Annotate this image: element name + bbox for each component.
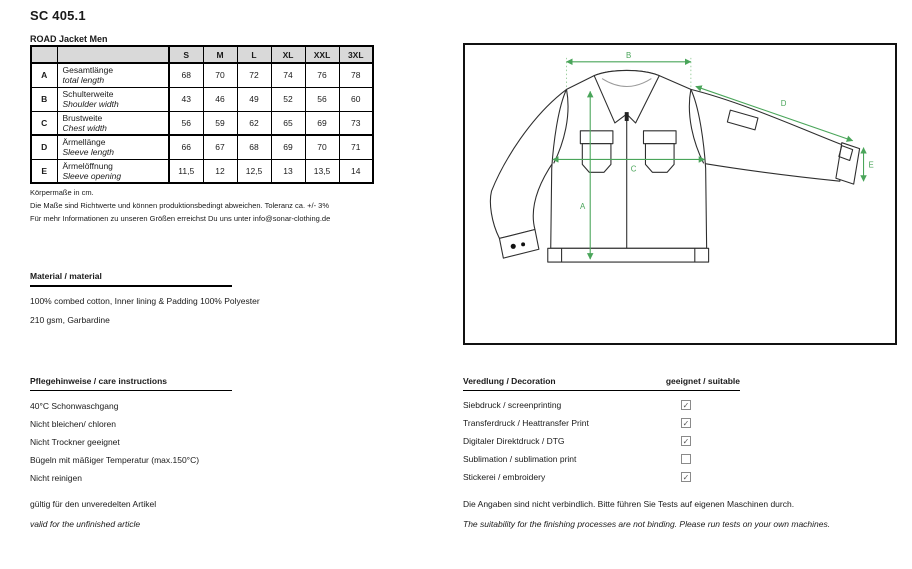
row-label	[57, 159, 169, 183]
size-value: 70	[203, 63, 237, 87]
size-value: 52	[271, 87, 305, 111]
care-heading: Pflegehinweise / care instructions	[30, 376, 232, 391]
row-label-en: total length	[62, 75, 105, 86]
measurement-notes	[30, 186, 450, 225]
suitable-heading: geeignet / suitable	[665, 376, 740, 386]
decoration-row	[463, 447, 740, 465]
row-label-en: Sleeve opening	[62, 170, 122, 181]
size-value: 13,5	[305, 159, 339, 183]
decoration-header	[463, 376, 740, 391]
size-value: 59	[203, 111, 237, 135]
row-letter: C	[31, 111, 57, 135]
material-section	[30, 271, 450, 325]
size-value: 68	[169, 63, 203, 87]
row-label-de: Brustweite	[62, 112, 103, 123]
checkbox-checked-icon: ✓	[682, 401, 690, 410]
table-row	[31, 111, 373, 135]
jacket-drawing-svg	[465, 45, 895, 343]
row-letter: D	[31, 135, 57, 159]
size-column-header: L	[237, 46, 271, 63]
row-label-de: Schulterweite	[62, 89, 114, 99]
checkbox-checked-icon: ✓	[682, 437, 690, 446]
validity-note	[30, 499, 156, 529]
row-letter: E	[31, 159, 57, 183]
checkbox-unchecked-icon	[681, 454, 691, 464]
material-heading: Material / material	[30, 271, 232, 287]
size-value: 14	[339, 159, 373, 183]
size-value: 69	[271, 135, 305, 159]
decoration-label: Transferdruck / Heattransfer Print	[463, 418, 589, 428]
size-value: 66	[169, 135, 203, 159]
row-label	[57, 135, 169, 159]
jacket-right-sleeve	[691, 89, 842, 181]
care-instruction: Bügeln mit mäßiger Temperatur (max.150°C)	[30, 455, 200, 465]
size-table	[30, 45, 374, 184]
row-label	[57, 63, 169, 87]
size-value: 56	[169, 111, 203, 135]
decoration-list	[463, 393, 740, 483]
row-label-de: Ärmellänge	[62, 137, 106, 148]
jacket-diagram	[463, 43, 897, 345]
table-row	[31, 159, 373, 183]
size-column-header: S	[169, 46, 203, 63]
note-line: Die Maße sind Richtwerte und können produktionsbedingt abweichen. Toleranz ca. +/- 3%	[30, 201, 329, 210]
care-instruction: Nicht Trockner geeignet	[30, 437, 120, 447]
cuff-button	[521, 242, 525, 246]
row-label-de: Gesamtlänge	[62, 65, 114, 76]
decoration-label: Siebdruck / screenprinting	[463, 400, 562, 410]
size-value: 11,5	[169, 159, 203, 183]
note-line: Für mehr Informationen zu unseren Größen erreichst Du uns unter info@sonar-clothing.de	[30, 214, 331, 223]
size-value: 65	[271, 111, 305, 135]
size-value: 56	[305, 87, 339, 111]
disclaimer-de: Die Angaben sind nicht verbindlich. Bitte führen Sie Tests auf eigenen Maschinen durch.	[463, 499, 795, 509]
size-column-header: M	[203, 46, 237, 63]
disclaimer-en: The suitability for the finishing processes are not binding. Please run tests on your own machines.	[463, 519, 831, 529]
size-column-header: XL	[271, 46, 305, 63]
size-value: 68	[237, 135, 271, 159]
disclaimer	[463, 499, 903, 529]
decoration-row	[463, 465, 740, 483]
left-pocket-flap	[580, 131, 613, 144]
decoration-row	[463, 411, 740, 429]
care-section	[30, 376, 450, 483]
size-table-body	[31, 63, 373, 183]
cuff-button	[511, 244, 516, 249]
checkbox-checked-icon: ✓	[682, 419, 690, 428]
size-value: 78	[339, 63, 373, 87]
dim-a-label: A	[580, 201, 586, 211]
care-instruction: 40°C Schonwaschgang	[30, 401, 119, 411]
decoration-row	[463, 393, 740, 411]
size-column-header: XXL	[305, 46, 339, 63]
table-row	[31, 63, 373, 87]
article-number: SC 405.1	[30, 8, 86, 23]
right-pocket-flap	[643, 131, 676, 144]
zipper-pull	[625, 112, 629, 121]
decoration-row	[463, 429, 740, 447]
decoration-section	[463, 376, 740, 483]
care-list	[30, 393, 450, 483]
row-label	[57, 111, 169, 135]
left-pocket	[582, 144, 611, 173]
material-line: 210 gsm, Garbardine	[30, 315, 110, 325]
size-table-head	[31, 46, 373, 63]
dim-c-label: C	[630, 164, 637, 174]
hem-band	[548, 248, 709, 262]
row-letter: B	[31, 87, 57, 111]
row-label-en: Chest width	[62, 122, 107, 133]
size-table-header-row	[31, 46, 373, 63]
size-value: 62	[237, 111, 271, 135]
row-label	[57, 87, 169, 111]
size-value: 71	[339, 135, 373, 159]
table-row	[31, 87, 373, 111]
row-letter: A	[31, 63, 57, 87]
size-value: 49	[237, 87, 271, 111]
material-line: 100% combed cotton, Inner lining & Padding 100% Polyester	[30, 296, 260, 306]
size-value: 76	[305, 63, 339, 87]
dim-b-label: B	[626, 50, 632, 60]
row-label-en: Shoulder width	[62, 99, 119, 109]
size-value: 46	[203, 87, 237, 111]
size-value: 13	[271, 159, 305, 183]
note-line: Körpermaße in cm.	[30, 188, 94, 197]
size-value: 69	[305, 111, 339, 135]
care-instruction: Nicht bleichen/ chloren	[30, 419, 116, 429]
right-pocket	[645, 144, 674, 173]
care-instruction: Nicht reinigen	[30, 473, 82, 483]
size-value: 74	[271, 63, 305, 87]
size-value: 43	[169, 87, 203, 111]
size-value: 73	[339, 111, 373, 135]
header-empty-cell	[57, 46, 169, 63]
decoration-label: Stickerei / embroidery	[463, 472, 546, 482]
row-label-en: Sleeve length	[62, 147, 115, 158]
product-name: ROAD Jacket Men	[30, 34, 108, 44]
row-label-de: Ärmelöffnung	[62, 160, 113, 171]
dim-d-label: D	[780, 99, 787, 109]
header-empty-cell	[31, 46, 57, 63]
size-value: 67	[203, 135, 237, 159]
size-value: 72	[237, 63, 271, 87]
checkbox-checked-icon: ✓	[682, 473, 690, 482]
table-row	[31, 135, 373, 159]
size-value: 12,5	[237, 159, 271, 183]
size-column-header: 3XL	[339, 46, 373, 63]
size-value: 12	[203, 159, 237, 183]
size-value: 70	[305, 135, 339, 159]
decoration-label: Sublimation / sublimation print	[463, 454, 577, 464]
validity-en: valid for the unfinished article	[30, 519, 141, 529]
size-value: 60	[339, 87, 373, 111]
validity-de: gültig für den unveredelten Artikel	[30, 499, 157, 509]
dim-e-label: E	[868, 160, 874, 170]
decoration-label: Digitaler Direktdruck / DTG	[463, 436, 565, 446]
decoration-heading: Veredlung / Decoration	[463, 376, 556, 386]
